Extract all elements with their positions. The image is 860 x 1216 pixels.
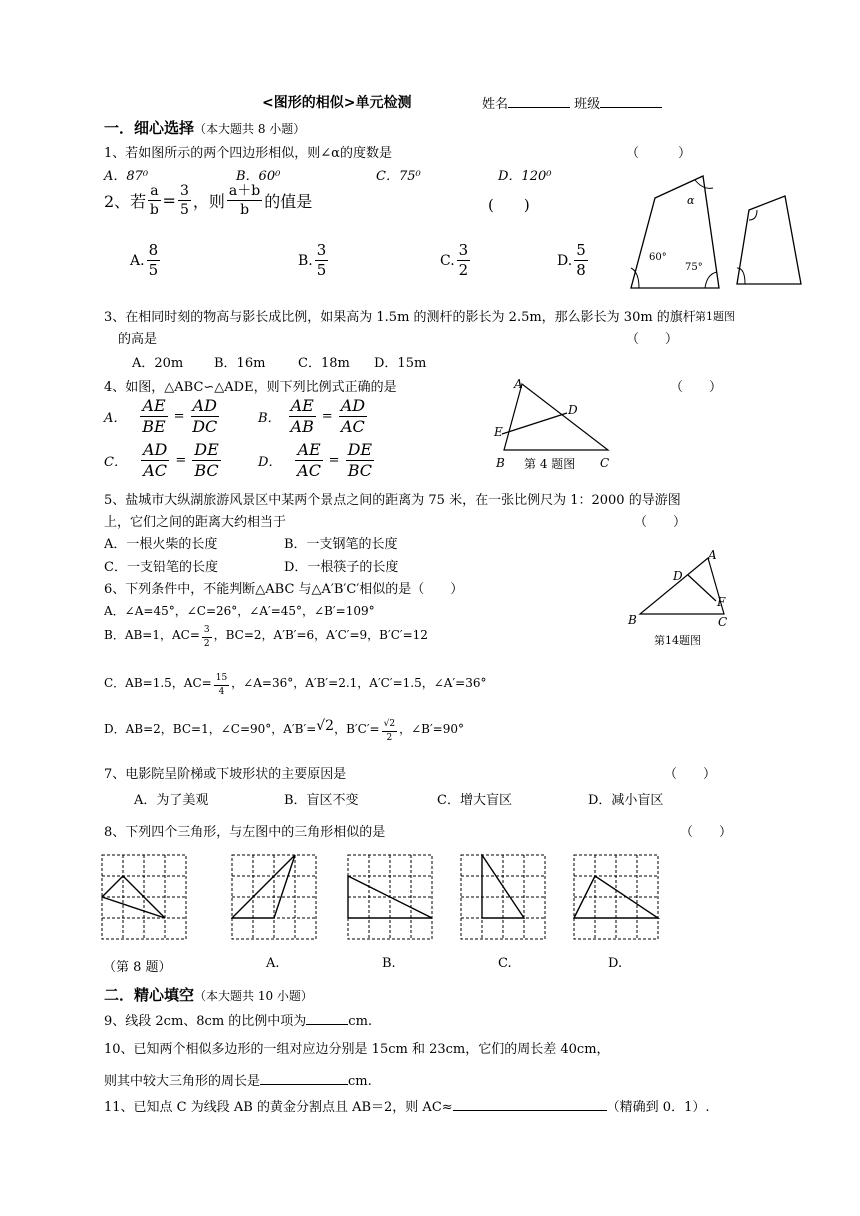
q10-line2 — [104, 1070, 372, 1089]
q2-then: ，则 — [192, 192, 225, 211]
q1-option-d[interactable]: D．120⁰ — [498, 169, 552, 184]
q2-prefix: 2、若 — [104, 192, 147, 211]
q10-unit: cm. — [348, 1074, 372, 1089]
q8-caption-b: B. — [382, 956, 396, 971]
q1-option-c[interactable]: C．75⁰ — [376, 169, 421, 184]
q6-label-f: F — [717, 595, 726, 609]
q7-option-a[interactable]: A．为了美观 — [134, 793, 209, 808]
student-info — [482, 93, 662, 112]
q4-label-b: B — [496, 456, 505, 470]
q2-option-d[interactable]: D. $\frac{5}{8}$ — [557, 241, 586, 279]
q4-label-a: A — [514, 377, 523, 391]
q6-text: 6、下列条件中，不能判断△ABC 与△A′B′C′相似的是（ ） — [104, 582, 464, 597]
q11-blank[interactable] — [453, 1110, 607, 1111]
q5-line2: 上，它们之间的距离大约相当于 — [104, 515, 287, 530]
q3-option-b[interactable]: B．16m — [214, 356, 266, 371]
section-one-note: （本大题共 8 小题） — [194, 122, 306, 136]
q4-figure-caption: 第 4 题图 — [524, 457, 576, 471]
q10-line1: 10、已知两个相似多边形的一组对应边分别是 15cm 和 23cm，它们的周长差 40cm， — [104, 1042, 610, 1057]
q4-option-c[interactable]: C． $\frac{AD}{AC}$ = $\frac{DE}{BC}$ — [104, 440, 219, 480]
q3-answer-paren[interactable]: （ ） — [626, 332, 679, 347]
q8-triangle-c — [482, 855, 524, 918]
q4-figure — [490, 372, 620, 472]
q1-option-b[interactable]: B．60⁰ — [236, 169, 281, 184]
q9-unit: cm. — [348, 1014, 373, 1029]
q3-option-a[interactable]: A．20m — [132, 356, 184, 371]
q8-caption-reference: （第 8 题） — [103, 960, 172, 975]
class-blank[interactable] — [600, 107, 662, 108]
q10-blank[interactable] — [260, 1084, 348, 1085]
q6-label-b: B — [628, 613, 637, 627]
q1-small-arc-top — [749, 210, 757, 220]
q6-label-c: C — [718, 615, 728, 629]
q4-label-e: E — [494, 425, 503, 439]
q1-text: 1、若如图所示的两个四边形相似，则∠α的度数是 — [104, 146, 392, 161]
q7-text: 7、电影院呈阶梯或下坡形状的主要原因是 — [104, 767, 347, 782]
q2-option-c[interactable]: C. $\frac{3}{2}$ — [440, 241, 469, 279]
q7-answer-paren[interactable]: （ ） — [664, 767, 717, 782]
q6-label-a: A — [708, 548, 717, 562]
q8-grid-d[interactable] — [573, 854, 663, 944]
q1-60-label: 60° — [649, 252, 667, 263]
q10-text: 则其中较大三角形的周长是 — [104, 1074, 261, 1089]
q5-option-d[interactable]: D．一根筷子的长度 — [284, 560, 399, 575]
q5-answer-paren[interactable]: （ ） — [634, 515, 687, 530]
q5-option-b[interactable]: B．一支钢笔的长度 — [284, 537, 398, 552]
q1-figure-caption: 第1题图 — [695, 310, 735, 323]
section-two-heading — [104, 984, 313, 1005]
q5-option-a[interactable]: A．一根火柴的长度 — [104, 537, 218, 552]
q1-large-quadrilateral — [631, 176, 719, 288]
q1-figure — [625, 168, 810, 328]
q1-answer-paren[interactable]: （ ） — [626, 146, 692, 161]
q6-option-c[interactable]: C．AB=1.5，AC= $\frac{15}{4}$ ，∠A=36°，A′B′=2.1，A′C′=1.5，∠A′=36° — [104, 673, 487, 697]
q7-option-b[interactable]: B．盲区不变 — [284, 793, 359, 808]
q8-grid-c[interactable] — [460, 854, 550, 944]
q11-suffix: （精确到 0．1）. — [606, 1100, 710, 1115]
q2-frac-a-plus-b-over-b: $\frac{a+b}{b}$ — [228, 183, 261, 218]
q1-75-label: 75° — [685, 262, 703, 273]
q4-label-d: D — [568, 403, 578, 417]
q11-line — [104, 1096, 709, 1115]
name-label: 姓名 — [482, 97, 509, 112]
q3-line1: 3、在相同时刻的物高与影长成比例，如果高为 1.5m 的测杆的影长为 2.5m，那么影长为 30m 的旗杆 — [104, 310, 696, 325]
q5-line1: 5、盐城市大纵湖旅游风景区中某两个景点之间的距离为 75 米，在一张比例尺为 1：2000 的导游图 — [104, 493, 681, 508]
q4-text: 4、如图，△ABC∽△ADE，则下列比例式正确的是 — [104, 380, 397, 395]
name-blank[interactable] — [508, 107, 570, 108]
q4-option-b[interactable]: B． $\frac{AE}{AB}$ = $\frac{AD}{AC}$ — [258, 396, 366, 436]
q2-frac-a-over-b: $\frac{a}{b}$ — [149, 183, 159, 218]
q3-line2: 的高是 — [118, 332, 158, 347]
q7-option-c[interactable]: C．增大盲区 — [437, 793, 512, 808]
q6-option-a[interactable]: A．∠A=45°，∠C=26°，∠A′=45°，∠B′=109° — [104, 604, 375, 618]
q6-option-b[interactable]: B．AB=1，AC= $\frac{3}{2}$ ，BC=2，A′B′=6，A′C′=9，B′C′=12 — [104, 625, 428, 649]
q1-alpha-label: α — [687, 194, 695, 207]
q4-option-a[interactable]: A． $\frac{AE}{BE}$ = $\frac{AD}{DC}$ — [104, 396, 218, 436]
section-one-label: 一．细心选择 — [104, 119, 195, 137]
q2-option-a[interactable]: A. $\frac{8}{5}$ — [130, 241, 159, 279]
q8-grid-b[interactable] — [347, 854, 437, 944]
q2-frac-3-over-5: $\frac{3}{5}$ — [179, 183, 189, 218]
q9-line — [104, 1010, 372, 1029]
class-label: 班级 — [574, 97, 601, 112]
q5-option-c[interactable]: C．一支铅笔的长度 — [104, 560, 218, 575]
q8-caption-d: D. — [608, 956, 623, 971]
section-two-note: （本大题共 10 小题） — [194, 989, 313, 1003]
q11-text: 11、已知点 C 为线段 AB 的黄金分割点且 AB＝2，则 AC≈ — [104, 1100, 453, 1115]
q1-small-quadrilateral — [737, 196, 801, 284]
section-one-heading — [104, 117, 305, 138]
q6-label-d: D — [673, 569, 683, 583]
q7-option-d[interactable]: D．减小盲区 — [588, 793, 664, 808]
q3-option-d[interactable]: D．15m — [374, 356, 427, 371]
section-two-label: 二．精心填空 — [104, 986, 195, 1004]
q8-grid-a[interactable] — [231, 854, 321, 944]
q4-label-c: C — [600, 456, 610, 470]
q2-suffix: 的值是 — [264, 192, 313, 211]
q8-answer-paren[interactable]: （ ） — [680, 825, 733, 840]
q8-triangle-a — [232, 855, 295, 918]
q2-stem — [104, 184, 312, 217]
q8-grid-reference — [101, 854, 191, 944]
q6-figure-caption: 第14题图 — [654, 634, 701, 647]
q8-caption-a: A. — [266, 956, 280, 971]
q8-text: 8、下列四个三角形，与左图中的三角形相似的是 — [104, 825, 386, 840]
q1-angle-75-arc — [705, 272, 717, 288]
q8-caption-c: C. — [498, 956, 512, 971]
q2-equals: = — [162, 191, 176, 210]
q1-option-a[interactable]: A．87⁰ — [104, 169, 149, 184]
q9-blank[interactable] — [306, 1024, 348, 1025]
q9-text: 9、线段 2cm、8cm 的比例中项为 — [104, 1014, 307, 1029]
q6-figure — [624, 546, 744, 651]
q2-answer-paren[interactable]: ( ) — [488, 196, 530, 214]
q4-option-d[interactable]: D． $\frac{AE}{AC}$ = $\frac{DE}{BC}$ — [258, 440, 373, 480]
q6-triangle-abc — [640, 558, 724, 614]
q4-answer-paren[interactable]: （ ） — [670, 380, 723, 395]
q3-option-c[interactable]: C．18m — [298, 356, 350, 371]
q6-segment-df — [688, 575, 716, 601]
q2-option-b[interactable]: B. $\frac{3}{5}$ — [298, 241, 327, 279]
q6-option-d[interactable]: D．AB=2，BC=1，∠C=90°，A′B′= √2 ，B′C′= $\frac{√2}{2}$ ，∠B′=90° — [104, 718, 465, 743]
page-title: <图形的相似>单元检测 — [262, 95, 412, 111]
